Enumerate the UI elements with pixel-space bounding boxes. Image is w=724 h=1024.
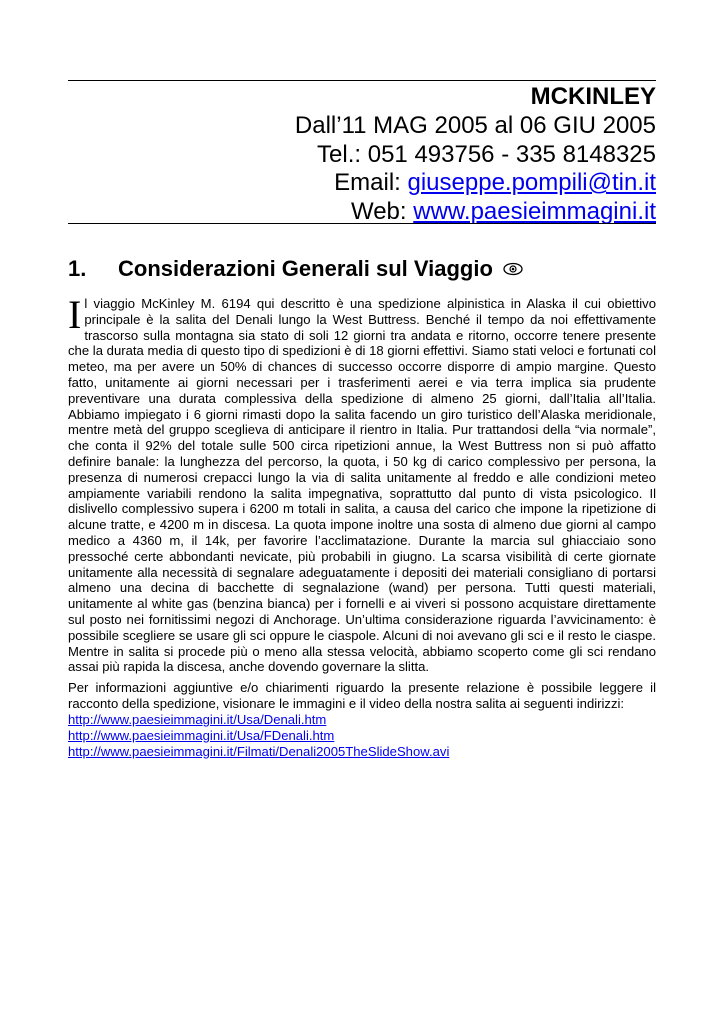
trip-dates: Dall’11 MAG 2005 al 06 GIU 2005 bbox=[294, 112, 656, 139]
eye-icon bbox=[503, 262, 523, 276]
header-top-rule bbox=[68, 80, 656, 81]
section-number: 1. bbox=[68, 256, 87, 281]
link-list bbox=[68, 712, 656, 759]
link-fdenali[interactable]: http://www.paesieimmagini.it/Usa/FDenali.htm bbox=[68, 727, 335, 743]
header-bottom-rule bbox=[68, 223, 656, 224]
drop-cap: I bbox=[68, 292, 82, 337]
section-heading bbox=[68, 255, 656, 283]
body-paragraph bbox=[68, 292, 656, 675]
phone-line: Tel.: 051 493756 - 335 8148325 bbox=[317, 140, 656, 168]
document-header bbox=[68, 82, 656, 226]
body-text: l viaggio McKinley M. 6194 qui descritto è una spedizione alpinistica in Alaska il cui obiettivo principale è la salita del Denali lungo la West Buttress. Benché il tempo da noi effettivamente trascorso sulla montagna sia stato di soli 12 giorni tra andata e ritorno, occorre tenere presente che la durata media di questo tipo di spedizioni è di 18 giorni effettivi. Siamo stati veloci e fortunati col meteo, ma per avere un 50% di chances di successo occorre disporre di ampio margine. Questo fatto, unitamente ai giorni necessari per i trasferimenti aerei e via terra implica sia prudente preventivare una durata complessiva della spedizione di almeno 25 giorni, dall’Italia all’Italia. Abbiamo impiegato i 6 giorni rimasti dopo la salita facendo un giro turistico dell’Alaska meridionale, mentre metà del gruppo sceglieva di anticipare il rientro in Italia. Pur trattandosi della “via normale”, che conta il 92% del totale sulle 500 circa ripetizioni annue, la West Buttress non si può affatto definire banale: la lunghezza del percorso, la quota, i 50 kg di carico complessivo per persona, la presenza di numerosi crepacci lungo la via di salita unitamente al freddo e alle condizioni meteo ampiamente variabili rendono la salita impegnativa, soprattutto dal punto di vista psicologico. Il dislivello complessivo supera i 6200 m totali in salita, a causa del carico che impone la ripetizione di alcune tratte, e 4200 m in discesa. La quota impone inoltre una sosta di almeno due giorni al campo medico a 4360 m, il 14k, per favorire l’acclimatazione. Durante la marcia sul ghiacciaio sono pressoché certe abbondanti nevicate, più probabili in giugno. La scarsa visibilità di certe giornate unitamente alla necessità di segnalare adeguatamente i depositi dei materiali consigliano di portarsi almeno una decina di bacchette di segnalazione (wand) per persona. Tutti questi materiali, unitamente al white gas (benzina bianca) per i fornelli e ai viveri si possono acquistare direttamente sul posto nei fornitissimi negozi di Anchorage. Un’ultima considerazione riguarda l’avvicinamento: è possibile scegliere se usare gli sci oppure le ciaspole. Alcuni di noi avevano gli sci e il resto le ciaspe. Mentre in salita si procede più o meno alla stessa velocità, abbiamo scoperto come gli sci rendano assai più rapida la discesa, anche dovendo governare la slitta. bbox=[68, 296, 656, 675]
info-paragraph: Per informazioni aggiuntive e/o chiarimenti riguardo la presente relazione è possibile leggere il racconto della spedizione, visionare le immagini e il video della nostra salita ai seguenti indirizzi: bbox=[68, 680, 656, 711]
link-slideshow[interactable]: http://www.paesieimmagini.it/Filmati/Denali2005TheSlideShow.avi bbox=[68, 743, 450, 759]
email-label: Email: bbox=[334, 169, 408, 196]
trip-title: MCKINLEY bbox=[530, 83, 656, 110]
web-link[interactable]: www.paesieimmagini.it bbox=[413, 197, 656, 225]
email-line bbox=[68, 169, 656, 198]
link-denali[interactable]: http://www.paesieimmagini.it/Usa/Denali.htm bbox=[68, 712, 327, 727]
email-link[interactable]: giuseppe.pompili@tin.it bbox=[407, 169, 656, 196]
web-label: Web: bbox=[350, 197, 414, 225]
section-title: Considerazioni Generali sul Viaggio bbox=[118, 256, 493, 281]
web-line bbox=[68, 198, 656, 227]
